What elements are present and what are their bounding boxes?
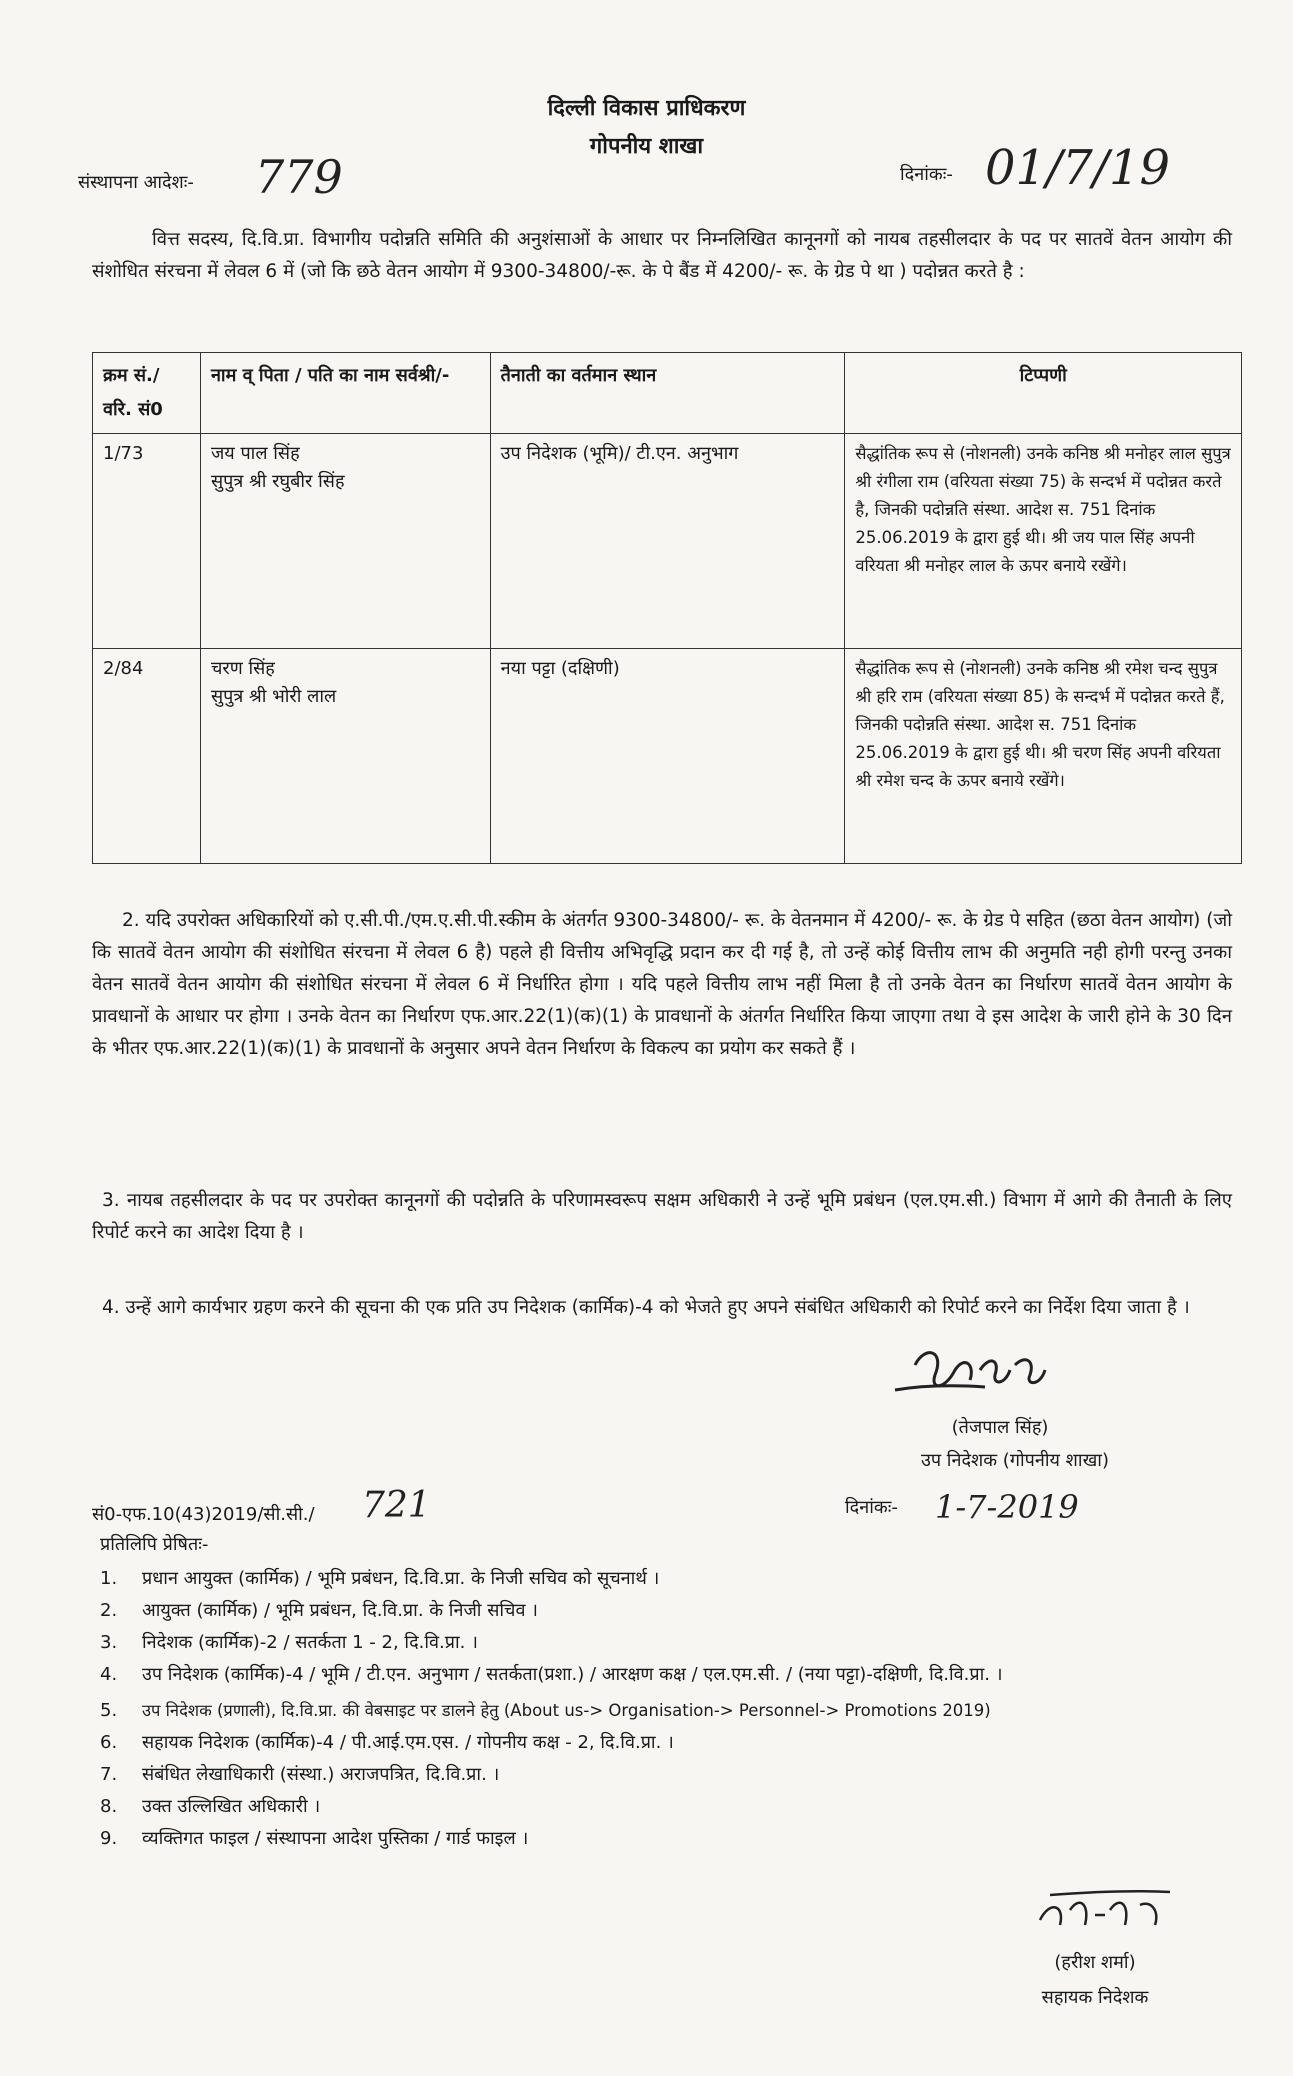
employee-name: चरण सिंह: [210, 658, 275, 679]
employee-parent: सुपुत्र श्री रघुबीर सिंह: [210, 471, 345, 492]
signatory-2-designation: सहायक निदेशक: [1041, 1987, 1149, 2008]
header-posting: तैनाती का वर्तमान स्थान: [490, 353, 845, 434]
table-row: [93, 649, 1242, 864]
header-remarks: टिप्पणी: [845, 353, 1242, 434]
cc-list: [100, 1563, 1210, 1855]
ref-number: 721: [362, 1485, 431, 1526]
order-label: संस्थापना आदेशः-: [78, 172, 194, 193]
header-name: नाम व् पिता / पति का नाम सर्वश्री/-: [200, 353, 490, 434]
org-title: दिल्ली विकास प्राधिकरण: [547, 96, 746, 121]
ref-date-label: दिनांकः-: [845, 1497, 898, 1518]
order-date: 01/7/19: [985, 140, 1171, 196]
list-item: 4. उप निदेशक (कार्मिक)-4 / भूमि / टी.एन. अनुभाग / सतर्कता(प्रशा.) / आरक्षण कक्ष / एल.एम.सी. / (नया पट्टा)-दक्षिणी, दि.वि.प्रा. ।: [100, 1664, 1003, 1685]
list-item: 1. प्रधान आयुक्त (कार्मिक) / भूमि प्रबंधन, दि.वि.प्रा. के निजी सचिव को सूचनार्थ ।: [100, 1568, 660, 1589]
employee-name: जय पाल सिंह: [210, 443, 300, 464]
cell-sr: 1/73: [93, 434, 201, 649]
ref-label: सं0-एफ.10(43)2019/सी.सी./: [92, 1504, 315, 1525]
list-item: 3. निदेशक (कार्मिक)-2 / सतर्कता 1 - 2, दि.वि.प्रा. ।: [100, 1632, 478, 1653]
promotion-table: [92, 352, 1242, 864]
cell-remarks: सैद्धांतिक रूप से (नोशनली) उनके कनिष्ठ श्री मनोहर लाल सुपुत्र श्री रंगीला राम (वरियता संख्या 75) के सन्दर्भ में पदोन्नत करते है, जिनकी पदोन्नति संस्था. आदेश स. 751 दिनांक 25.06.2019 के द्वारा हुई थी। श्री जय पाल सिंह अपनी वरियता श्री मनोहर लाल के ऊपर बनाये रखेंगे।: [845, 434, 1242, 649]
list-item: 6. सहायक निदेशक (कार्मिक)-4 / पी.आई.एम.एस. / गोपनीय कक्ष - 2, दि.वि.प्रा. ।: [100, 1732, 674, 1753]
cell-name: [200, 434, 490, 649]
paragraph-3: 3. नायब तहसीलदार के पद पर उपरोक्त कानूनगों की पदोन्नति के परिणामस्वरूप सक्षम अधिकारी ने उन्हें भूमि प्रबंधन (एल.एम.सी.) विभाग में आगे की तैनाती के लिए रिपोर्ट करने का आदेश दिया है ।: [92, 1190, 1232, 1243]
intro-paragraph: वित्त सदस्य, दि.वि.प्रा. विभागीय पदोन्नति समिति की अनुशंसाओं के आधार पर निम्नलिखित कानूनगों को नायब तहसीलदार के पद पर सातवें वेतन आयोग की संशोधित संरचना में लेवल 6 में (जो कि छठे वेतन आयोग में 9300-34800/-रू. के पे बैंड में 4200/- रू. के ग्रेड पे था ) पदोन्नत करते है :: [92, 229, 1232, 282]
cell-posting: नया पट्टा (दक्षिणी): [490, 649, 845, 864]
signatory-2-name: (हरीश शर्मा): [1054, 1952, 1136, 1973]
cell-name: [200, 649, 490, 864]
cell-remarks: सैद्धांतिक रूप से (नोशनली) उनके कनिष्ठ श्री रमेश चन्द सुपुत्र श्री हरि राम (वरियता संख्या 85) के सन्दर्भ में पदोन्नत करते हैं, जिनकी पदोन्नति संस्था. आदेश स. 751 दिनांक 25.06.2019 के द्वारा हुई थी। श्री चरण सिंह अपनी वरियता श्री रमेश चन्द के ऊपर बनाये रखेंगे।: [845, 649, 1242, 864]
branch-title: गोपनीय शाखा: [589, 134, 704, 159]
list-item: 7. संबंधित लेखाधिकारी (संस्था.) अराजपत्रित, दि.वि.प्रा. ।: [100, 1764, 500, 1785]
signatory-1-name: (तेजपाल सिंह): [951, 1417, 1049, 1438]
signatory-1-designation: उप निदेशक (गोपनीय शाखा): [921, 1450, 1109, 1471]
signature-2: [1030, 1880, 1180, 1940]
list-item: 8. उक्त उल्लिखित अधिकारी ।: [100, 1796, 321, 1817]
table-header-row: [93, 353, 1242, 434]
paragraph-2: 2. यदि उपरोक्त अधिकारियों को ए.सी.पी./एम.ए.सी.पी.स्कीम के अंतर्गत 9300-34800/- रू. के वेतनमान में 4200/- रू. के ग्रेड पे सहित (छठा वेतन आयोग) (जो कि सातवें वेतन आयोग की संशोधित संरचना में लेवल 6 है) पहले ही वित्तीय अभिवृद्धि प्रदान कर दी गई है, तो उन्हें कोई वित्तीय लाभ की अनुमति नही होगी परन्तु उनका वेतन सातवें वेतन आयोग की संशोधित संरचना में लेवल 6 में निर्धारित होगा । यदि पहले वित्तीय लाभ नहीं मिला है तो उनके वेतन का निर्धारण सातवें वेतन आयोग के प्रावधानों के आधार पर होगा । उनके वेतन का निर्धारण एफ.आर.22(1)(क)(1) के प्रावधानों के अंतर्गत निर्धारित किया जाएगा तथा वे इस आदेश के जारी होने के 30 दिन के भीतर एफ.आर.22(1)(क)(1) के प्रावधानों के अनुसार अपने वेतन निर्धारण के विकल्प का प्रयोग कर सकते हैं ।: [92, 910, 1232, 1059]
cc-heading: प्रतिलिपि प्रेषितः-: [100, 1534, 209, 1555]
cell-sr: 2/84: [93, 649, 201, 864]
cell-posting: उप निदेशक (भूमि)/ टी.एन. अनुभाग: [490, 434, 845, 649]
list-item: 5. उप निदेशक (प्रणाली), दि.वि.प्रा. की वेबसाइट पर डालने हेतु (About us-> Organisation-> Personnel-> Promotions 2019): [100, 1700, 991, 1721]
order-number: 779: [255, 150, 343, 204]
employee-parent: सुपुत्र श्री भोरी लाल: [210, 686, 337, 707]
ref-date: 1-7-2019: [935, 1488, 1079, 1526]
order-date-label: दिनांकः-: [900, 164, 953, 185]
paragraph-4: 4. उन्हें आगे कार्यभार ग्रहण करने की सूचना की एक प्रति उप निदेशक (कार्मिक)-4 को भेजते हुए अपने संबंधित अधिकारी को रिपोर्ट करने का निर्देश दिया जाता है ।: [102, 1297, 1190, 1318]
table-row: [93, 434, 1242, 649]
list-item: 2. आयुक्त (कार्मिक) / भूमि प्रबंधन, दि.वि.प्रा. के निजी सचिव ।: [100, 1600, 539, 1621]
signature-1: [885, 1335, 1085, 1415]
header-sr: क्रम सं./ वरि. सं0: [93, 353, 201, 434]
list-item: 9. व्यक्तिगत फाइल / संस्थापना आदेश पुस्तिका / गार्ड फाइल ।: [100, 1828, 529, 1849]
